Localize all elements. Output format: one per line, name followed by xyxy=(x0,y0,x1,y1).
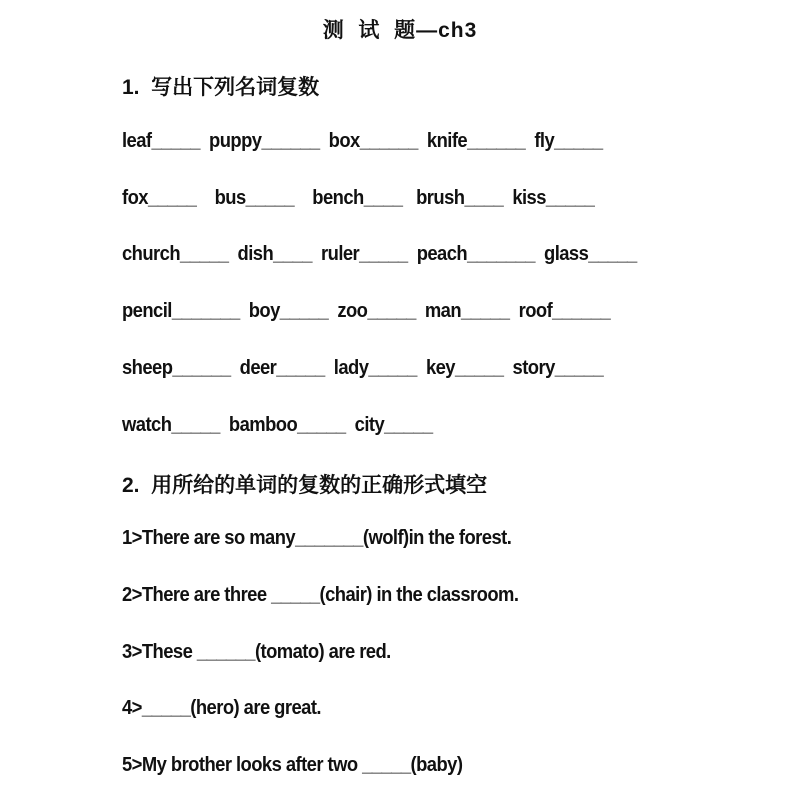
noun-row-3: church_____ dish____ ruler_____ peach_______ glass_____ xyxy=(122,243,637,265)
noun-row-2: fox_____ bus_____ bench____ brush____ kiss_____ xyxy=(122,187,595,209)
question-2: 2>There are three _____(chair) in the classroom. xyxy=(122,584,519,606)
noun-row-5: sheep______ deer_____ lady_____ key_____ story_____ xyxy=(122,357,604,379)
section-2-heading: 2. 用所给的单词的复数的正确形式填空 xyxy=(122,474,488,497)
question-5: 5>My brother looks after two _____(baby) xyxy=(122,754,463,776)
section-1-heading: 1. 写出下列名词复数 xyxy=(122,76,320,99)
noun-row-4: pencil_______ boy_____ zoo_____ man_____ roof______ xyxy=(122,300,611,322)
noun-row-6: watch_____ bamboo_____ city_____ xyxy=(122,414,433,436)
question-1: 1>There are so many_______(wolf)in the forest. xyxy=(122,527,512,549)
question-3: 3>These ______(tomato) are red. xyxy=(122,641,391,663)
noun-row-1: leaf_____ puppy______ box______ knife______ fly_____ xyxy=(122,130,603,152)
question-4: 4>_____(hero) are great. xyxy=(122,697,321,719)
page-title: 测 试 题—ch3 xyxy=(322,19,478,42)
